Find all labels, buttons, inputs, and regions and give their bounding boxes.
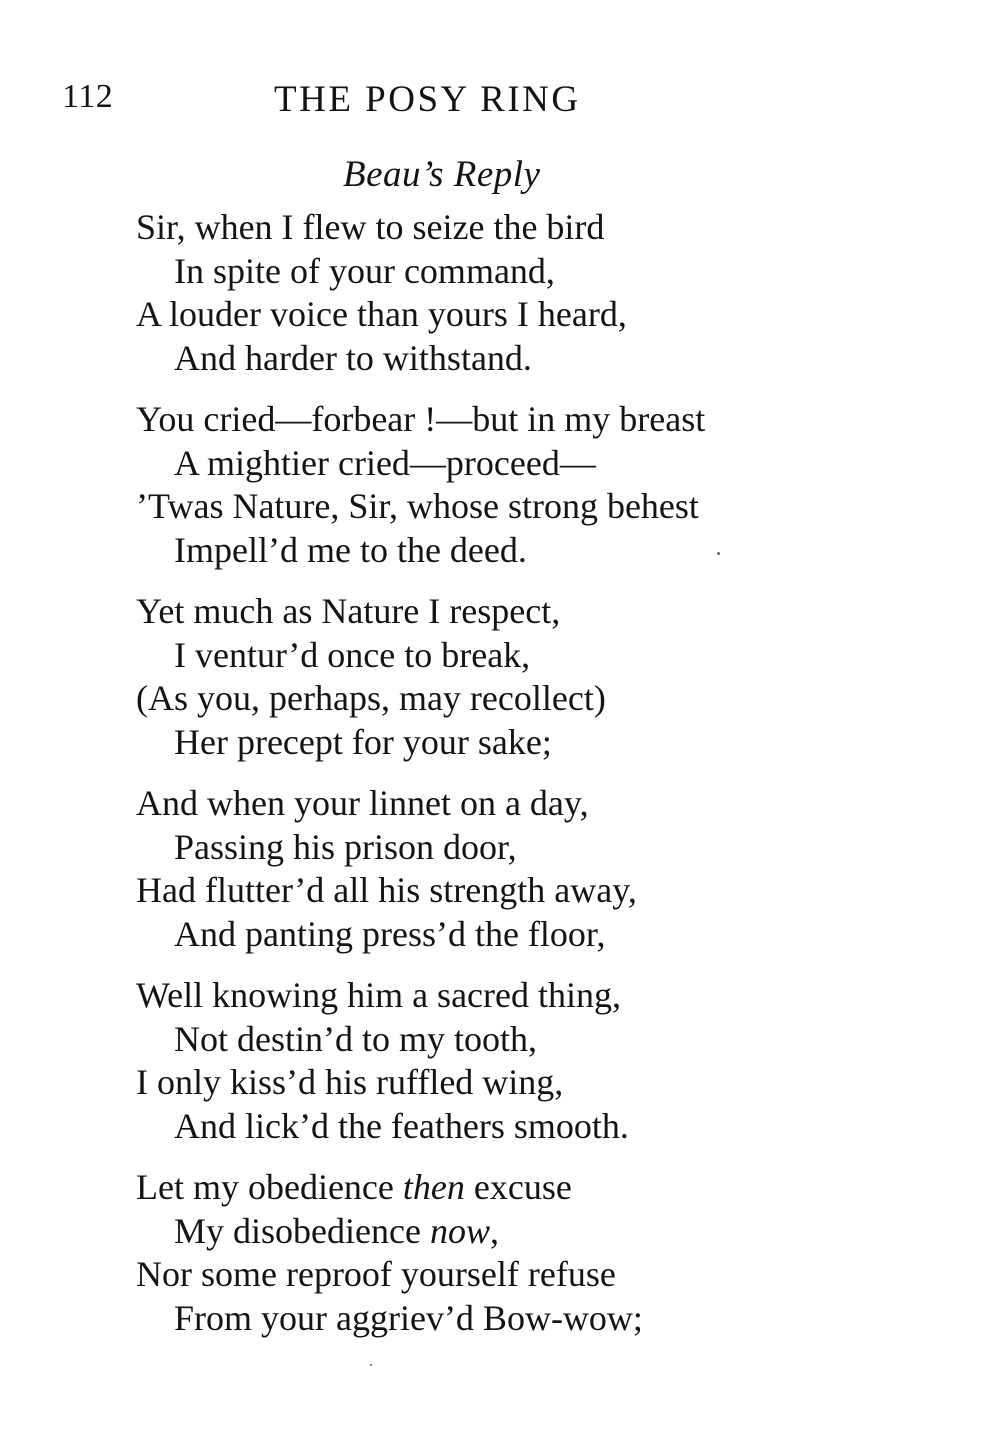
poem-body bbox=[136, 206, 876, 1358]
page-number: 112 bbox=[62, 78, 114, 115]
poem-line: And when your linnet on a day, bbox=[136, 783, 589, 823]
print-speck bbox=[370, 1364, 372, 1366]
line-text: excuse bbox=[464, 1167, 572, 1207]
poem-line: Well knowing him a sacred thing, bbox=[136, 975, 621, 1015]
poem-line: From your aggriev’d Bow-wow; bbox=[174, 1297, 643, 1338]
poem-line: A louder voice than yours I heard, bbox=[136, 294, 627, 334]
stanza bbox=[136, 590, 876, 764]
poem-line: And panting press’d the floor, bbox=[174, 913, 606, 954]
emphasized-word: then bbox=[402, 1167, 465, 1207]
poem-line: You cried—forbear !—but in my breast bbox=[136, 399, 706, 439]
stanza bbox=[136, 1166, 876, 1340]
poem-line bbox=[136, 1210, 876, 1254]
running-head: THE POSY RING bbox=[274, 79, 581, 120]
poem-line: (As you, perhaps, may recollect) bbox=[136, 678, 606, 718]
poem-line: Her precept for your sake; bbox=[174, 721, 552, 762]
poem-line: Impell’d me to the deed. bbox=[174, 529, 527, 570]
poem-line: And lick’d the feathers smooth. bbox=[174, 1105, 629, 1146]
poem-line bbox=[136, 1166, 876, 1210]
poem-line: I ventur’d once to break, bbox=[174, 634, 531, 675]
emphasized-word: now bbox=[429, 1210, 490, 1251]
line-text: My disobedience bbox=[174, 1210, 430, 1251]
poem-line: Had flutter’d all his strength away, bbox=[136, 870, 637, 910]
line-text: Let my obedience bbox=[136, 1167, 403, 1207]
poem-line: Not destin’d to my tooth, bbox=[174, 1018, 537, 1059]
stanza bbox=[136, 398, 876, 572]
poem-line: Sir, when I flew to seize the bird bbox=[136, 207, 605, 247]
poem-line: Passing his prison door, bbox=[174, 826, 517, 867]
poem-line: Nor some reproof yourself refuse bbox=[136, 1254, 616, 1294]
poem-line: I only kiss’d his ruffled wing, bbox=[136, 1062, 564, 1102]
poem-line: And harder to withstand. bbox=[174, 337, 532, 378]
poem-title: Beau’s Reply bbox=[343, 154, 541, 195]
poem-line: A mightier cried—proceed— bbox=[174, 442, 596, 483]
poem-line: ’Twas Nature, Sir, whose strong behest bbox=[136, 486, 699, 526]
page-header bbox=[62, 78, 822, 128]
stanza bbox=[136, 206, 876, 380]
stanza bbox=[136, 974, 876, 1148]
print-speck bbox=[717, 552, 720, 555]
stanza bbox=[136, 782, 876, 956]
line-text: , bbox=[489, 1210, 499, 1251]
poem-line: In spite of your command, bbox=[174, 250, 555, 291]
poem-line: Yet much as Nature I respect, bbox=[136, 591, 561, 631]
